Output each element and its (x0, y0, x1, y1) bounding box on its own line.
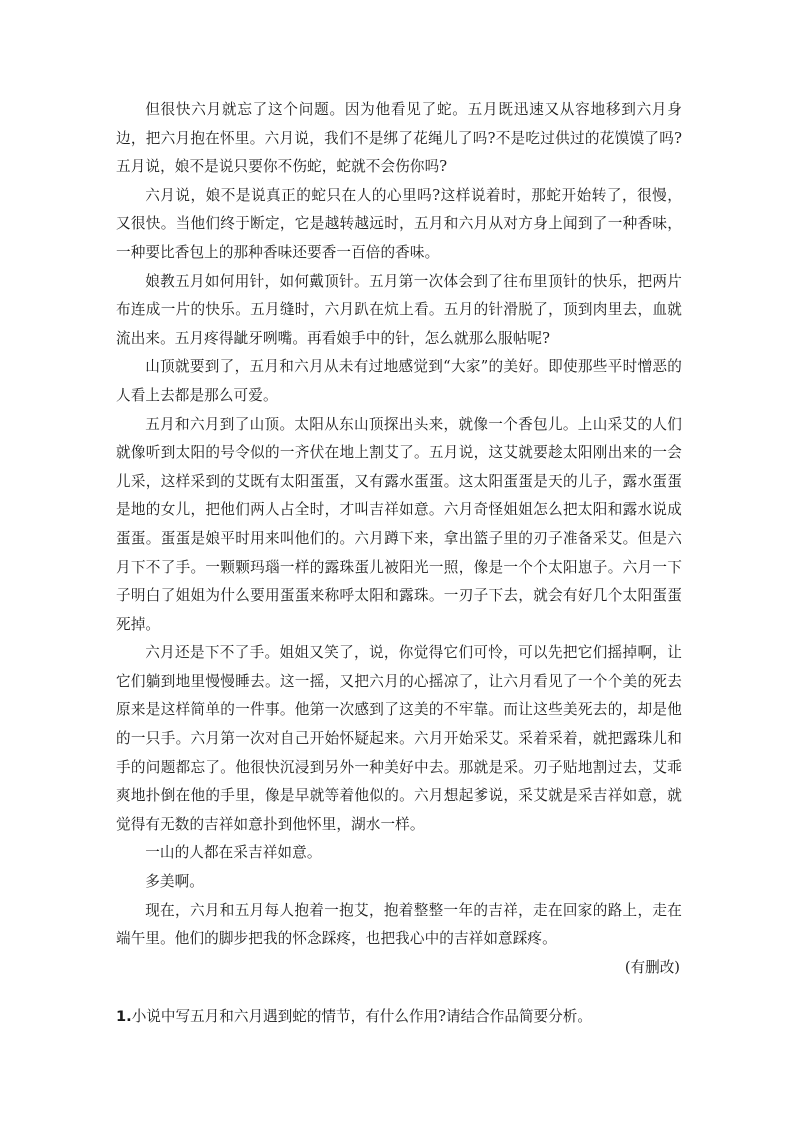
source-note: (有删改) (624, 958, 680, 976)
story-excerpt (116, 96, 682, 982)
paragraph-4: 山顶就要到了，五月和六月从未有过地感觉到“大家”的美好。即使那些平时憎恶的人看上去都是那么可爱。 (116, 358, 682, 404)
paragraph-9: 现在，六月和五月每人抱着一抱艾，抱着整整一年的吉祥，走在回家的路上，走在端午里。他们的脚步把我的怀念踩疼，也把我心中的吉祥如意踩疼。 (116, 901, 682, 948)
paragraph-8: 多美啊。 (145, 873, 204, 891)
question-text: 小说中写五月和六月遇到蛇的情节，有什么作用?请结合作品简要分析。 (131, 1008, 592, 1025)
paragraph-7: 一山的人都在采吉祥如意。 (145, 844, 322, 862)
paragraph-2: 六月说，娘不是说真正的蛇只在人的心里吗?这样说着时，那蛇开始转了，很慢，又很快。当他们终于断定，它是越转越远时，五月和六月从对方身上闻到了一种香味，一种要比香包上的那种香味还要香一百倍的香味。 (116, 186, 682, 261)
paragraph-5: 五月和六月到了山顶。太阳从东山顶探出头来，就像一个香包儿。上山采艾的人们就像听到太阳的号令似的一齐伏在地上割艾了。五月说，这艾就要趁太阳刚出来的一会儿采，这样采到的艾既有太阳蛋蛋，又有露水蛋蛋。这太阳蛋蛋是天的儿子，露水蛋蛋是地的女儿，把他们两人占全时，才叫吉祥如意。六月奇怪姐姐怎么把太阳和露水说成蛋蛋。蛋蛋是娘平时用来叫他们的。六月蹲下来，拿出篮子里的刃子准备采艾。但是六月下不了手。一颗颗玛瑙一样的露珠蛋儿被阳光一照，像是一个个太阳崽子。六月一下子明白了姐姐为什么要用蛋蛋来称呼太阳和露珠。一刃子下去，就会有好几个太阳蛋蛋死掉。 (116, 415, 682, 633)
paragraph-3: 娘教五月如何用针，如何戴顶针。五月第一次体会到了往布里顶针的快乐，把两片布连成一片的快乐。五月缝时，六月趴在炕上看。五月的针滑脱了，顶到肉里去，血就流出来。五月疼得龇牙咧嘴。再看娘手中的针，怎么就那么服帖呢? (116, 272, 682, 347)
question-number: 1. (116, 1008, 132, 1025)
paragraph-1: 但很快六月就忘了这个问题。因为他看见了蛇。五月既迅速又从容地移到六月身边，把六月抱在怀里。六月说，我们不是绑了花绳儿了吗?不是吃过供过的花馍馍了吗?五月说，娘不是说只要你不伤蛇，蛇就不会伤你吗? (116, 101, 682, 176)
question-1 (116, 1003, 696, 1032)
paragraph-6: 六月还是下不了手。姐姐又笑了，说，你觉得它们可怜，可以先把它们摇掉啊，让它们躺到地里慢慢睡去。这一摇，又把六月的心摇凉了，让六月看见了一个个美的死去原来是这样简单的一件事。他第一次感到了这美的不牢靠。而让这些美死去的，却是他的一只手。六月第一次对自己开始怀疑起来。六月开始采艾。采着采着，就把露珠儿和手的问题都忘了。他很快沉浸到另外一种美好中去。那就是采。刃子贴地割过去，艾乖爽地扑倒在他的手里，像是早就等着他似的。六月想起爹说，采艾就是采吉祥如意，就觉得有无数的吉祥如意扑到他怀里，湖水一样。 (116, 644, 682, 833)
